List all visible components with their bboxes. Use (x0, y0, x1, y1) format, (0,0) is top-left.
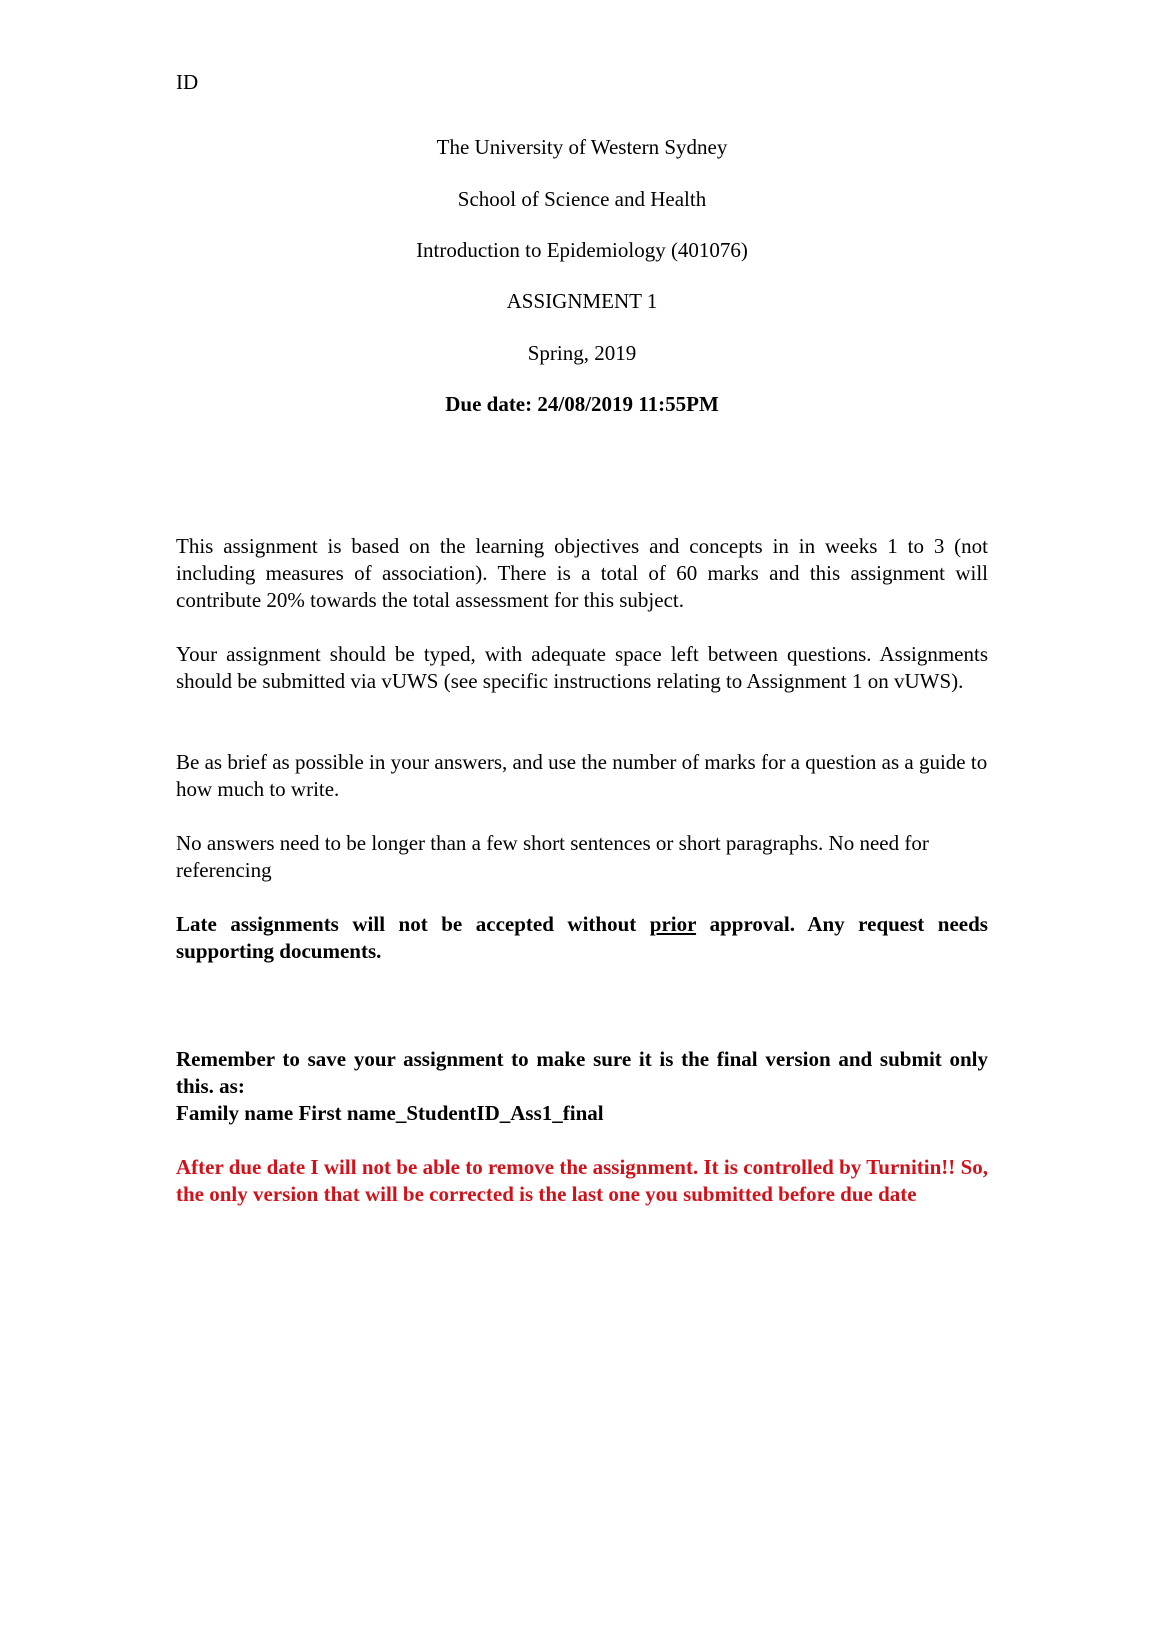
remember-text: Remember to save your assignment to make sure it is the final version and submit only this. as: (176, 1047, 988, 1098)
length-paragraph: No answers need to be longer than a few short sentences or short paragraphs. No need for referencing (176, 831, 929, 882)
late-policy-paragraph (176, 911, 988, 965)
filename-format: Family name First name_StudentID_Ass1_final (176, 1101, 604, 1125)
due-date: Due date: 24/08/2019 11:55PM (445, 392, 719, 416)
id-label: ID (176, 70, 199, 94)
brevity-paragraph: Be as brief as possible in your answers, and use the number of marks for a question as a guide to how much to write. (176, 750, 988, 801)
remember-paragraph (176, 1046, 988, 1127)
school-name: School of Science and Health (457, 187, 707, 211)
intro-paragraph: This assignment is based on the learning objectives and concepts in in weeks 1 to 3 (not including measures of association). There is a total of 60 marks and this assignment will contribute 20% towards the total assessment for this subject. (176, 534, 988, 612)
turnitin-warning: After due date I will not be able to remove the assignment. It is controlled by Turnitin!! So, the only version that will be corrected is the last one you submitted before due date (176, 1155, 988, 1206)
university-name: The University of Western Sydney (436, 135, 728, 159)
document-page (176, 0, 988, 1638)
assignment-title: ASSIGNMENT 1 (506, 289, 658, 313)
typing-paragraph: Your assignment should be typed, with adequate space left between questions. Assignments should be submitted via vUWS (see specific instructions relating to Assignment 1 on vUWS). (176, 642, 988, 693)
course-title: Introduction to Epidemiology (401076) (416, 238, 748, 262)
late-policy-prior: prior (649, 912, 697, 936)
late-policy-text-2: approval. Any request needs supporting documents. (176, 912, 988, 963)
late-policy-text-1: Late assignments will not be accepted without (176, 912, 650, 936)
term-label: Spring, 2019 (527, 341, 637, 365)
